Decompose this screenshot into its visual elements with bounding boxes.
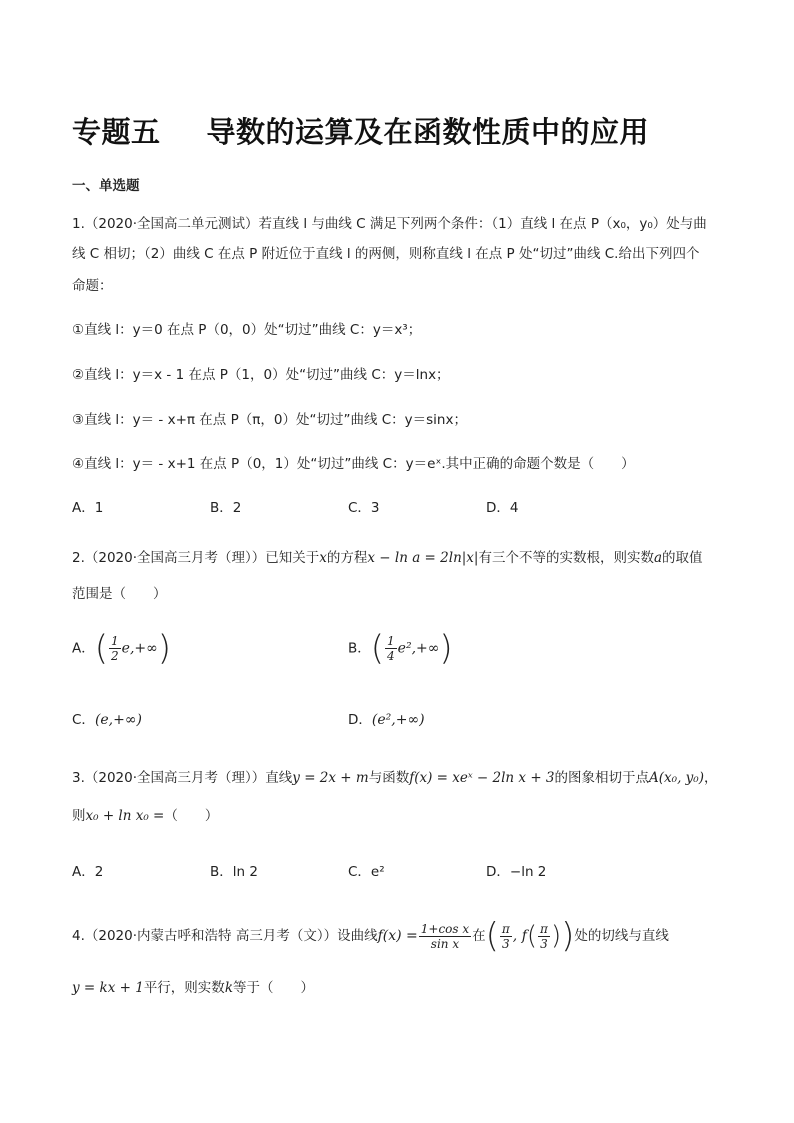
- q3-line1: [72, 768, 717, 788]
- q1-option-c: C．3: [348, 500, 380, 516]
- q4-line2-expr: y = kx + 1: [72, 980, 144, 996]
- q4-var-k: k: [224, 980, 233, 996]
- q4-pt-fraction-2: [538, 922, 550, 951]
- q1-item2: ②直线 l：y＝x - 1 在点 P（1，0）处“切过”曲线 C：y＝lnx；: [72, 367, 450, 383]
- q4-line1: 4.（2020·内蒙古呼和浩特 高三月考（文））设曲线f(x) = $\frac{\text{1+cos x}}{\text{sin x}}$ 在( $\frac{\pi}{3}$ , f( $\frac{\pi}{3}$ ))处的切线与直线: [72, 916, 669, 956]
- q2-opt-a-label: A．: [72, 640, 95, 657]
- q1-line3: 命题：: [72, 278, 113, 294]
- q3-line2: [72, 806, 218, 826]
- q3-mid2: 的图象相切于点: [554, 770, 650, 786]
- q2-mid2: 有三个不等的实数根，则实数: [478, 550, 654, 566]
- q2-opt-c-expr: (e,+∞): [94, 712, 142, 728]
- q1-item4: ④直线 l：y＝ - x+1 在点 P（0，1）处“切过”曲线 C：y＝eˣ.其中正确的命题个数是（ ）: [72, 456, 635, 472]
- q2-equation: x − ln a = 2ln|x|: [367, 550, 479, 566]
- q3-prefix: 3.（2020·全国高三月考（理））直线: [72, 770, 293, 786]
- q2-opt-b-num: 1: [387, 634, 395, 648]
- q2-mid1: 的方程: [326, 550, 368, 566]
- q3-line2-prefix: 则: [72, 808, 86, 824]
- q3-tail: ，: [703, 770, 718, 786]
- q4-pt-num: π: [501, 921, 510, 936]
- q2-line2: 范围是（ ）: [72, 586, 167, 602]
- title-part2: 导数的运算及在函数性质中的应用: [206, 115, 650, 149]
- q1-item3: ③直线 l：y＝ - x+π 在点 P（π，0）处“切过”曲线 C：y＝sinx；: [72, 412, 467, 428]
- q4-frac-den: sin x: [430, 936, 460, 951]
- q4-func-fraction: [419, 922, 471, 951]
- q2-var-a: a: [653, 550, 663, 566]
- q3-option-a: A．2: [72, 864, 104, 880]
- q1-item1: ①直线 l：y＝0 在点 P（0，0）处“切过”曲线 C：y＝x³；: [72, 322, 422, 338]
- q2-opt-a-den: 2: [111, 649, 119, 663]
- q4-line2-mid: 平行，则实数: [143, 980, 225, 996]
- q2-opt-a-fraction: [109, 634, 121, 663]
- q1-option-a: A．1: [72, 500, 104, 516]
- q1-line2: 线 C 相切；（2）曲线 C 在点 P 附近位于直线 l 的两侧，则称直线 l 在点 P 处“切过”曲线 C.给出下列四个: [72, 246, 700, 262]
- q3-option-b: B．ln 2: [210, 864, 258, 880]
- q2-opt-b-den: 4: [387, 649, 395, 663]
- q1-line1: 1.（2020·全国高二单元测试）若直线 l 与曲线 C 满足下列两个条件：（1）直线 l 在点 P（x₀，y₀）处与曲: [72, 216, 707, 232]
- q3-mid: 与函数: [368, 770, 410, 786]
- q2-line1: [72, 548, 703, 568]
- q2-suffix: 的取值: [662, 550, 703, 566]
- q4-pt-f: , f: [512, 928, 527, 944]
- q2-opt-d-label: D．: [348, 712, 372, 728]
- q4-line2: [72, 978, 314, 998]
- q2-prefix: 2.（2020·全国高三月考（理））已知关于: [72, 550, 320, 566]
- page-title: [72, 110, 649, 151]
- q1-option-d: D．4: [486, 500, 519, 516]
- q1-option-b: B．2: [210, 500, 242, 516]
- q2-opt-c-label: C．: [72, 712, 95, 728]
- q3-line-expr: y = 2x + m: [292, 770, 369, 786]
- q2-option-c: [72, 710, 142, 730]
- q2-opt-b-fraction: [385, 634, 397, 663]
- q3-option-c: C．e²: [348, 864, 385, 880]
- q3-option-d: D．−ln 2: [486, 864, 547, 880]
- q2-opt-b-label: B．: [348, 640, 371, 657]
- q4-pt-num-2: π: [540, 921, 548, 936]
- q3-point-expr: A(x₀, y₀): [649, 770, 704, 786]
- q3-func-expr: f(x) = xeˣ − 2ln x + 3: [409, 770, 555, 786]
- q2-opt-b-tail: e²,+∞: [397, 640, 440, 657]
- q4-tail: 处的切线与直线: [574, 928, 669, 944]
- q4-line2-tail: 等于（ ）: [233, 980, 314, 996]
- q2-option-a: A．( $\frac{1}{2}$ e,+∞): [72, 628, 172, 669]
- q3-line2-expr: x₀ + ln x₀ =: [85, 808, 165, 824]
- q2-opt-a-num: 1: [111, 634, 119, 648]
- q4-pt-den: 3: [502, 936, 510, 951]
- q4-func-lhs: f(x) =: [377, 928, 418, 944]
- q2-var-x: x: [319, 550, 327, 566]
- q4-mid: 在: [472, 928, 486, 944]
- q4-prefix: 4.（2020·内蒙古呼和浩特 高三月考（文））设曲线: [72, 928, 378, 944]
- q4-frac-num: 1+cos x: [420, 921, 470, 936]
- title-part1: 专题五: [72, 115, 161, 149]
- q2-opt-a-tail: e,+∞: [121, 640, 158, 657]
- q2-option-d: [348, 710, 425, 730]
- q3-line2-tail: （ ）: [164, 808, 219, 824]
- q4-pt-fraction: [500, 922, 512, 951]
- q4-pt-den-2: 3: [540, 936, 548, 951]
- q2-option-b: B．( $\frac{1}{4}$ e²,+∞): [348, 628, 453, 669]
- section-heading: 一、单选题: [72, 178, 140, 194]
- q2-opt-d-expr: (e²,+∞): [371, 712, 425, 728]
